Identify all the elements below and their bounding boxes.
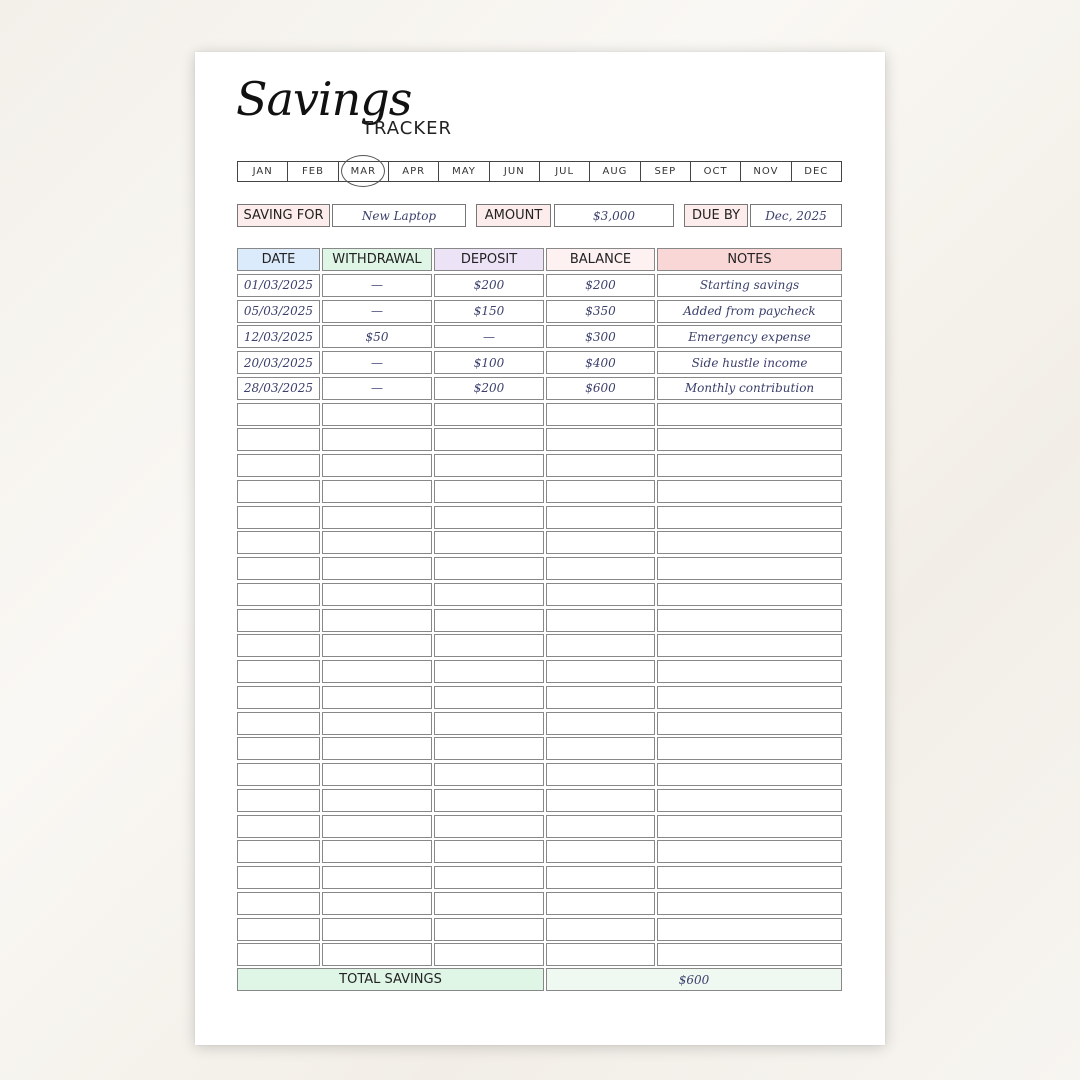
cell-balance[interactable] xyxy=(546,737,655,760)
cell-withdrawal[interactable] xyxy=(322,815,432,838)
month-feb[interactable]: FEB xyxy=(288,162,338,181)
cell-balance[interactable] xyxy=(546,506,655,529)
cell-withdrawal[interactable] xyxy=(322,712,432,735)
cell-date[interactable] xyxy=(237,634,320,657)
cell-notes[interactable]: Starting savings xyxy=(657,274,842,297)
cell-deposit[interactable]: $100 xyxy=(434,351,544,374)
cell-notes[interactable] xyxy=(657,557,842,580)
cell-balance[interactable] xyxy=(546,840,655,863)
cell-deposit[interactable]: — xyxy=(434,325,544,348)
cell-notes[interactable] xyxy=(657,943,842,966)
header-withdrawal: WITHDRAWAL xyxy=(322,248,432,271)
saving-for-label: SAVING FOR xyxy=(237,204,330,227)
cell-date[interactable]: 01/03/2025 xyxy=(237,274,320,297)
cell-notes[interactable] xyxy=(657,531,842,554)
cell-notes[interactable]: Side hustle income xyxy=(657,351,842,374)
cell-deposit[interactable] xyxy=(434,840,544,863)
cell-deposit[interactable] xyxy=(434,506,544,529)
cell-withdrawal[interactable] xyxy=(322,609,432,632)
cell-deposit[interactable] xyxy=(434,557,544,580)
cell-date[interactable]: 20/03/2025 xyxy=(237,351,320,374)
cell-date[interactable] xyxy=(237,557,320,580)
cell-date[interactable]: 12/03/2025 xyxy=(237,325,320,348)
cell-balance[interactable] xyxy=(546,609,655,632)
cell-notes[interactable] xyxy=(657,840,842,863)
cell-date[interactable] xyxy=(237,918,320,941)
cell-notes[interactable] xyxy=(657,763,842,786)
cell-deposit[interactable] xyxy=(434,583,544,606)
amount-field[interactable]: $3,000 xyxy=(554,204,674,227)
amount-label: AMOUNT xyxy=(476,204,551,227)
cell-balance[interactable] xyxy=(546,763,655,786)
cell-balance[interactable] xyxy=(546,712,655,735)
title-block: TRACKER xyxy=(362,118,453,139)
cell-balance[interactable]: $600 xyxy=(546,377,655,400)
cell-balance[interactable] xyxy=(546,918,655,941)
cell-balance[interactable] xyxy=(546,480,655,503)
cell-deposit[interactable] xyxy=(434,918,544,941)
cell-deposit[interactable]: $200 xyxy=(434,274,544,297)
cell-notes[interactable] xyxy=(657,609,842,632)
cell-notes[interactable] xyxy=(657,866,842,889)
cell-date[interactable]: 05/03/2025 xyxy=(237,300,320,323)
cell-withdrawal[interactable] xyxy=(322,506,432,529)
cell-date[interactable]: 28/03/2025 xyxy=(237,377,320,400)
cell-withdrawal[interactable] xyxy=(322,840,432,863)
cell-withdrawal[interactable] xyxy=(322,737,432,760)
total-savings-label: TOTAL SAVINGS xyxy=(237,968,544,991)
cell-notes[interactable] xyxy=(657,892,842,915)
cell-withdrawal[interactable] xyxy=(322,686,432,709)
cell-withdrawal[interactable] xyxy=(322,763,432,786)
cell-notes[interactable] xyxy=(657,815,842,838)
cell-balance[interactable] xyxy=(546,531,655,554)
cell-date[interactable] xyxy=(237,531,320,554)
cell-balance[interactable] xyxy=(546,660,655,683)
cell-withdrawal[interactable]: $50 xyxy=(322,325,432,348)
cell-notes[interactable]: Added from paycheck xyxy=(657,300,842,323)
cell-date[interactable] xyxy=(237,763,320,786)
total-savings-value[interactable]: $600 xyxy=(546,968,842,991)
cell-notes[interactable] xyxy=(657,480,842,503)
cell-notes[interactable] xyxy=(657,737,842,760)
saving-for-field[interactable]: New Laptop xyxy=(332,204,466,227)
cell-date[interactable] xyxy=(237,815,320,838)
month-nov[interactable]: NOV xyxy=(741,162,791,181)
month-jan[interactable]: JAN xyxy=(238,162,288,181)
cell-balance[interactable]: $200 xyxy=(546,274,655,297)
cell-withdrawal[interactable] xyxy=(322,866,432,889)
cell-withdrawal[interactable] xyxy=(322,660,432,683)
cell-withdrawal[interactable]: — xyxy=(322,274,432,297)
cell-deposit[interactable]: $150 xyxy=(434,300,544,323)
cell-date[interactable] xyxy=(237,712,320,735)
title-script: Savings xyxy=(236,72,412,126)
cell-date[interactable] xyxy=(237,737,320,760)
cell-date[interactable] xyxy=(237,840,320,863)
cell-withdrawal[interactable] xyxy=(322,892,432,915)
month-aug[interactable]: AUG xyxy=(590,162,640,181)
cell-date[interactable] xyxy=(237,583,320,606)
cell-deposit[interactable] xyxy=(434,634,544,657)
cell-notes[interactable]: Monthly contribution xyxy=(657,377,842,400)
due-by-field[interactable]: Dec, 2025 xyxy=(750,204,842,227)
cell-balance[interactable] xyxy=(546,634,655,657)
cell-notes[interactable] xyxy=(657,789,842,812)
cell-deposit[interactable] xyxy=(434,789,544,812)
cell-balance[interactable] xyxy=(546,557,655,580)
cell-deposit[interactable] xyxy=(434,428,544,451)
cell-balance[interactable] xyxy=(546,789,655,812)
cell-withdrawal[interactable] xyxy=(322,789,432,812)
cell-balance[interactable] xyxy=(546,583,655,606)
cell-date[interactable] xyxy=(237,660,320,683)
cell-withdrawal[interactable] xyxy=(322,428,432,451)
cell-notes[interactable] xyxy=(657,428,842,451)
cell-date[interactable] xyxy=(237,609,320,632)
header-deposit: DEPOSIT xyxy=(434,248,544,271)
month-jun[interactable]: JUN xyxy=(490,162,540,181)
cell-notes[interactable] xyxy=(657,403,842,426)
cell-notes[interactable]: Emergency expense xyxy=(657,325,842,348)
cell-deposit[interactable] xyxy=(434,660,544,683)
cell-notes[interactable] xyxy=(657,634,842,657)
month-selector xyxy=(237,161,842,182)
cell-date[interactable] xyxy=(237,892,320,915)
cell-deposit[interactable] xyxy=(434,712,544,735)
cell-deposit[interactable] xyxy=(434,480,544,503)
cell-withdrawal[interactable]: — xyxy=(322,351,432,374)
cell-deposit[interactable] xyxy=(434,943,544,966)
cell-deposit[interactable] xyxy=(434,892,544,915)
cell-withdrawal[interactable] xyxy=(322,403,432,426)
cell-date[interactable] xyxy=(237,943,320,966)
cell-withdrawal[interactable] xyxy=(322,557,432,580)
cell-date[interactable] xyxy=(237,454,320,477)
cell-balance[interactable] xyxy=(546,454,655,477)
month-sep[interactable]: SEP xyxy=(641,162,691,181)
month-may[interactable]: MAY xyxy=(439,162,489,181)
header-date: DATE xyxy=(237,248,320,271)
cell-date[interactable] xyxy=(237,866,320,889)
cell-balance[interactable] xyxy=(546,403,655,426)
cell-withdrawal[interactable] xyxy=(322,918,432,941)
cell-date[interactable] xyxy=(237,428,320,451)
cell-date[interactable] xyxy=(237,506,320,529)
cell-deposit[interactable] xyxy=(434,866,544,889)
cell-deposit[interactable] xyxy=(434,686,544,709)
month-jul[interactable]: JUL xyxy=(540,162,590,181)
cell-deposit[interactable] xyxy=(434,815,544,838)
cell-withdrawal[interactable] xyxy=(322,531,432,554)
cell-deposit[interactable] xyxy=(434,403,544,426)
cell-balance[interactable] xyxy=(546,943,655,966)
cell-balance[interactable] xyxy=(546,686,655,709)
month-oct[interactable]: OCT xyxy=(691,162,741,181)
cell-notes[interactable] xyxy=(657,454,842,477)
cell-notes[interactable] xyxy=(657,686,842,709)
cell-balance[interactable]: $400 xyxy=(546,351,655,374)
cell-deposit[interactable] xyxy=(434,531,544,554)
cell-withdrawal[interactable] xyxy=(322,634,432,657)
cell-deposit[interactable] xyxy=(434,609,544,632)
cell-withdrawal[interactable] xyxy=(322,583,432,606)
cell-balance[interactable] xyxy=(546,815,655,838)
cell-balance[interactable]: $300 xyxy=(546,325,655,348)
cell-date[interactable] xyxy=(237,686,320,709)
cell-deposit[interactable] xyxy=(434,737,544,760)
cell-withdrawal[interactable] xyxy=(322,480,432,503)
cell-notes[interactable] xyxy=(657,583,842,606)
cell-deposit[interactable]: $200 xyxy=(434,377,544,400)
cell-notes[interactable] xyxy=(657,660,842,683)
cell-notes[interactable] xyxy=(657,506,842,529)
due-by-label: DUE BY xyxy=(684,204,748,227)
cell-notes[interactable] xyxy=(657,918,842,941)
month-mar[interactable]: MAR xyxy=(339,162,389,181)
cell-balance[interactable] xyxy=(546,866,655,889)
header-balance: BALANCE xyxy=(546,248,655,271)
cell-withdrawal[interactable]: — xyxy=(322,377,432,400)
cell-withdrawal[interactable]: — xyxy=(322,300,432,323)
month-dec[interactable]: DEC xyxy=(804,166,829,177)
cell-notes[interactable] xyxy=(657,712,842,735)
cell-deposit[interactable] xyxy=(434,454,544,477)
cell-date[interactable] xyxy=(237,789,320,812)
header-notes: NOTES xyxy=(657,248,842,271)
cell-balance[interactable] xyxy=(546,428,655,451)
cell-balance[interactable]: $350 xyxy=(546,300,655,323)
cell-balance[interactable] xyxy=(546,892,655,915)
cell-date[interactable] xyxy=(237,403,320,426)
cell-date[interactable] xyxy=(237,480,320,503)
month-apr[interactable]: APR xyxy=(389,162,439,181)
cell-deposit[interactable] xyxy=(434,763,544,786)
cell-withdrawal[interactable] xyxy=(322,454,432,477)
cell-withdrawal[interactable] xyxy=(322,943,432,966)
